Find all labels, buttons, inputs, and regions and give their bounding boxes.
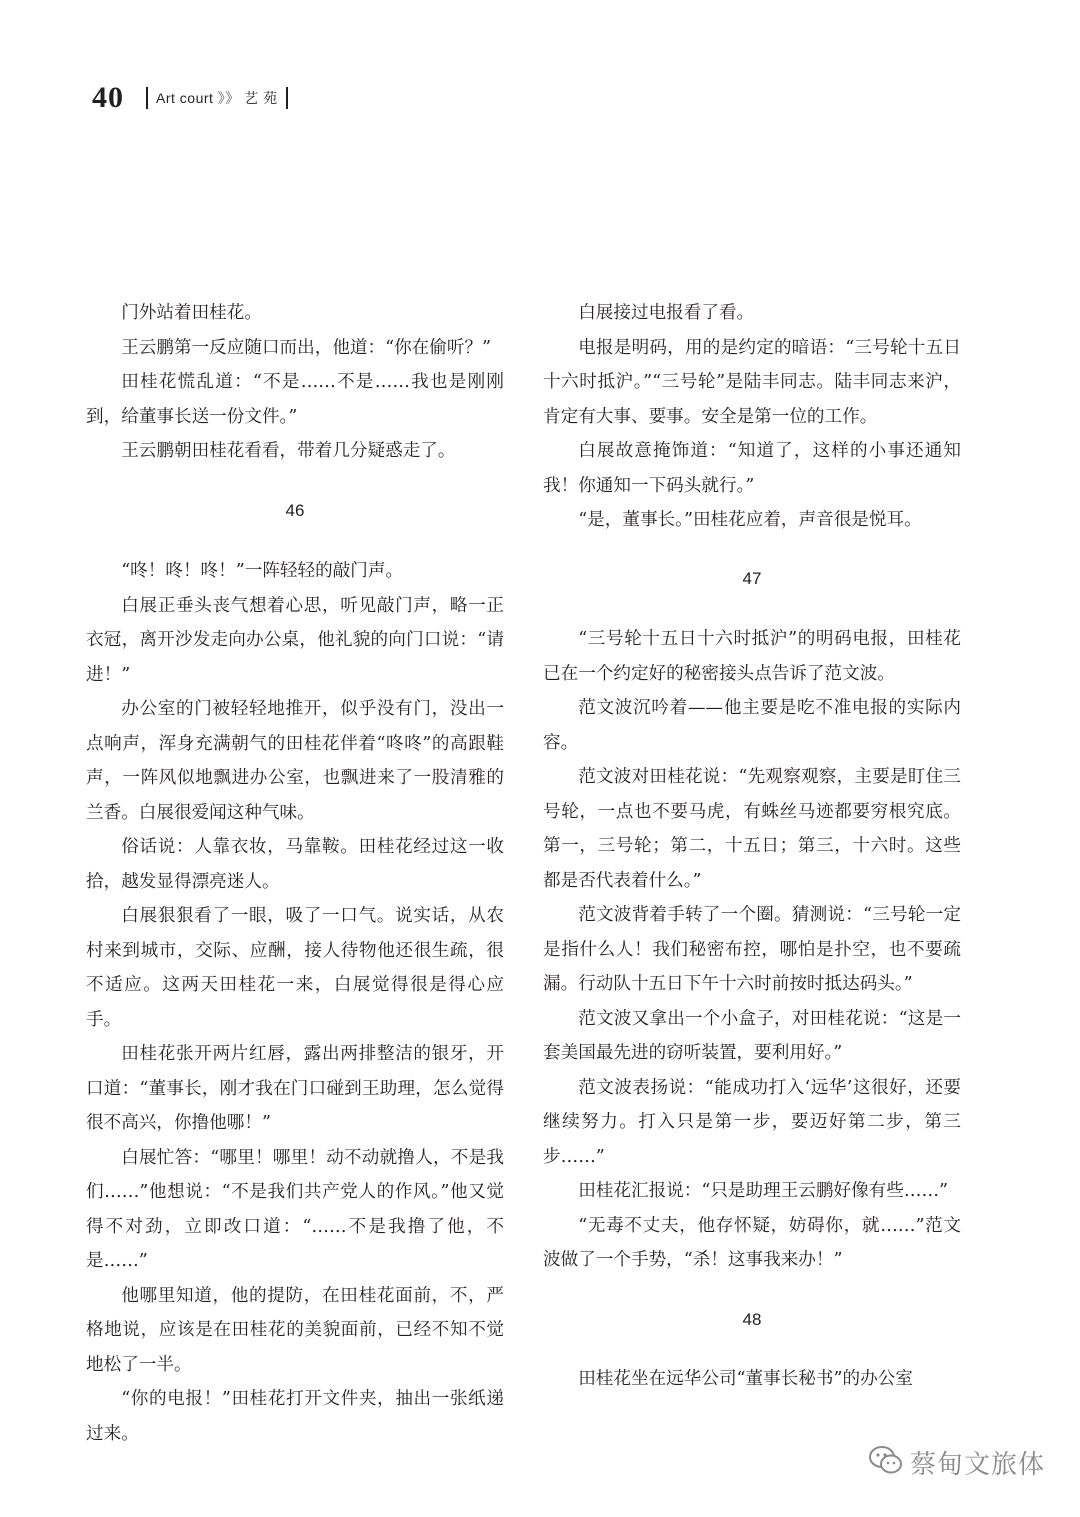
page-number: 40 bbox=[92, 81, 124, 114]
section-number: 46 bbox=[285, 500, 305, 520]
paragraph: “三号轮十五日十六时抵沪”的明码电报，田桂花已在一个约定好的秘密接头点告诉了范文波。 bbox=[543, 629, 961, 684]
watermark-text: 蔡甸文旅体 bbox=[910, 1450, 1046, 1480]
paragraph: 范文波对田桂花说：“先观察观察，主要是盯住三号轮，一点也不要马虎，有蛛丝马迹都要穷根究底。第一，三号轮；第二，十五日；第三，十六时。这些都是否代表着什么。” bbox=[543, 767, 961, 891]
right-column bbox=[543, 296, 961, 1397]
paragraph: “咚！咚！咚！”一阵轻轻的敲门声。 bbox=[121, 561, 404, 581]
paragraph: “你的电报！”田桂花打开文件夹，抽出一张纸递过来。 bbox=[86, 1389, 504, 1444]
section-number: 48 bbox=[742, 1309, 762, 1329]
wechat-icon bbox=[868, 1445, 904, 1481]
paragraph: 俗话说：人靠衣妆，马靠鞍。田桂花经过这一收拾，越发显得漂亮迷人。 bbox=[86, 837, 504, 892]
left-column bbox=[86, 296, 504, 1451]
paragraph: 白展故意掩饰道：“知道了，这样的小事还通知我！你通知一下码头就行。” bbox=[543, 441, 961, 496]
paragraph: “是，董事长。”田桂花应着，声音很是悦耳。 bbox=[578, 510, 922, 530]
paragraph: 田桂花张开两片红唇，露出两排整洁的银牙，开口道：“董事长，刚才我在门口碰到王助理，怎么觉得很不高兴，你撸他哪！” bbox=[86, 1044, 504, 1133]
paragraph: “无毒不丈夫，他存怀疑，妨碍你，就……”范文波做了一个手势，“杀！这事我来办！” bbox=[543, 1215, 961, 1270]
paragraph: 白展正垂头丧气想着心思，听见敲门声，略一正衣冠，离开沙发走向办公桌，他礼貌的向门口说：“请进！” bbox=[86, 595, 504, 685]
paragraph: 白展接过电报看了看。 bbox=[578, 303, 755, 323]
paragraph: 他哪里知道，他的提防，在田桂花面前，不，严格地说，应该是在田桂花的美貌面前，已经不知不觉地松了一半。 bbox=[86, 1285, 504, 1375]
header-divider-right bbox=[286, 87, 288, 109]
paragraph: 范文波又拿出一个小盒子，对田桂花说：“这是一套美国最先进的窃听装置，要利用好。” bbox=[543, 1008, 961, 1063]
paragraph: 范文波背着手转了一个圈。猜测说：“三号轮一定是指什么人！我们秘密布控，哪怕是扑空，也不要疏漏。行动队十五日下午十六时前按时抵达码头。” bbox=[543, 905, 961, 994]
paragraph: 王云鹏第一反应随口而出，他道：“你在偷听？” bbox=[121, 337, 492, 358]
paragraph: 王云鹏朝田桂花看看，带着几分疑惑走了。 bbox=[121, 441, 456, 461]
watermark bbox=[868, 1444, 1045, 1481]
paragraph: 田桂花坐在远华公司“董事长秘书”的办公室 bbox=[578, 1369, 913, 1389]
header-divider-left bbox=[146, 87, 148, 109]
paragraph: 范文波表扬说：“能成功打入‘远华’这很好，还要继续努力。打入只是第一步，要迈好第二步，第三步……” bbox=[543, 1077, 961, 1167]
paragraph: 白展忙答：“哪里！哪里！动不动就撸人，不是我们……”他想说：“不是我们共产党人的作风。”他又觉得不对劲，立即改口道：“……不是我撸了他，不是……” bbox=[86, 1147, 504, 1271]
paragraph: 田桂花汇报说：“只是助理王云鹏好像有些……” bbox=[578, 1181, 949, 1201]
paragraph: 电报是明码，用的是约定的暗语：“三号轮十五日十六时抵沪。”“三号轮”是陆丰同志。陆丰同志来沪，肯定有大事、要事。安全是第一位的工作。 bbox=[543, 337, 961, 427]
paragraph: 门外站着田桂花。 bbox=[121, 303, 262, 323]
paragraph: 田桂花慌乱道：“不是……不是……我也是刚刚到，给董事长送一份文件。” bbox=[86, 372, 504, 427]
section-number: 47 bbox=[742, 568, 762, 588]
paragraph: 办公室的门被轻轻地推开，似乎没有门，没出一点响声，浑身充满朝气的田桂花伴着“咚咚”的高跟鞋声，一阵风似地飘进办公室，也飘进来了一股清雅的兰香。白展很爱闻这种气味。 bbox=[86, 699, 504, 823]
paragraph: 白展狠狠看了一眼，吸了一口气。说实话，从农村来到城市，交际、应酬，接人待物他还很生疏，很不适应。这两天田桂花一来，白展觉得很是得心应手。 bbox=[86, 906, 504, 1030]
running-title: Art court 》》 艺 苑 bbox=[156, 90, 278, 106]
paragraph: 范文波沉吟着——他主要是吃不准电报的实际内容。 bbox=[543, 698, 961, 753]
running-header bbox=[92, 80, 288, 116]
